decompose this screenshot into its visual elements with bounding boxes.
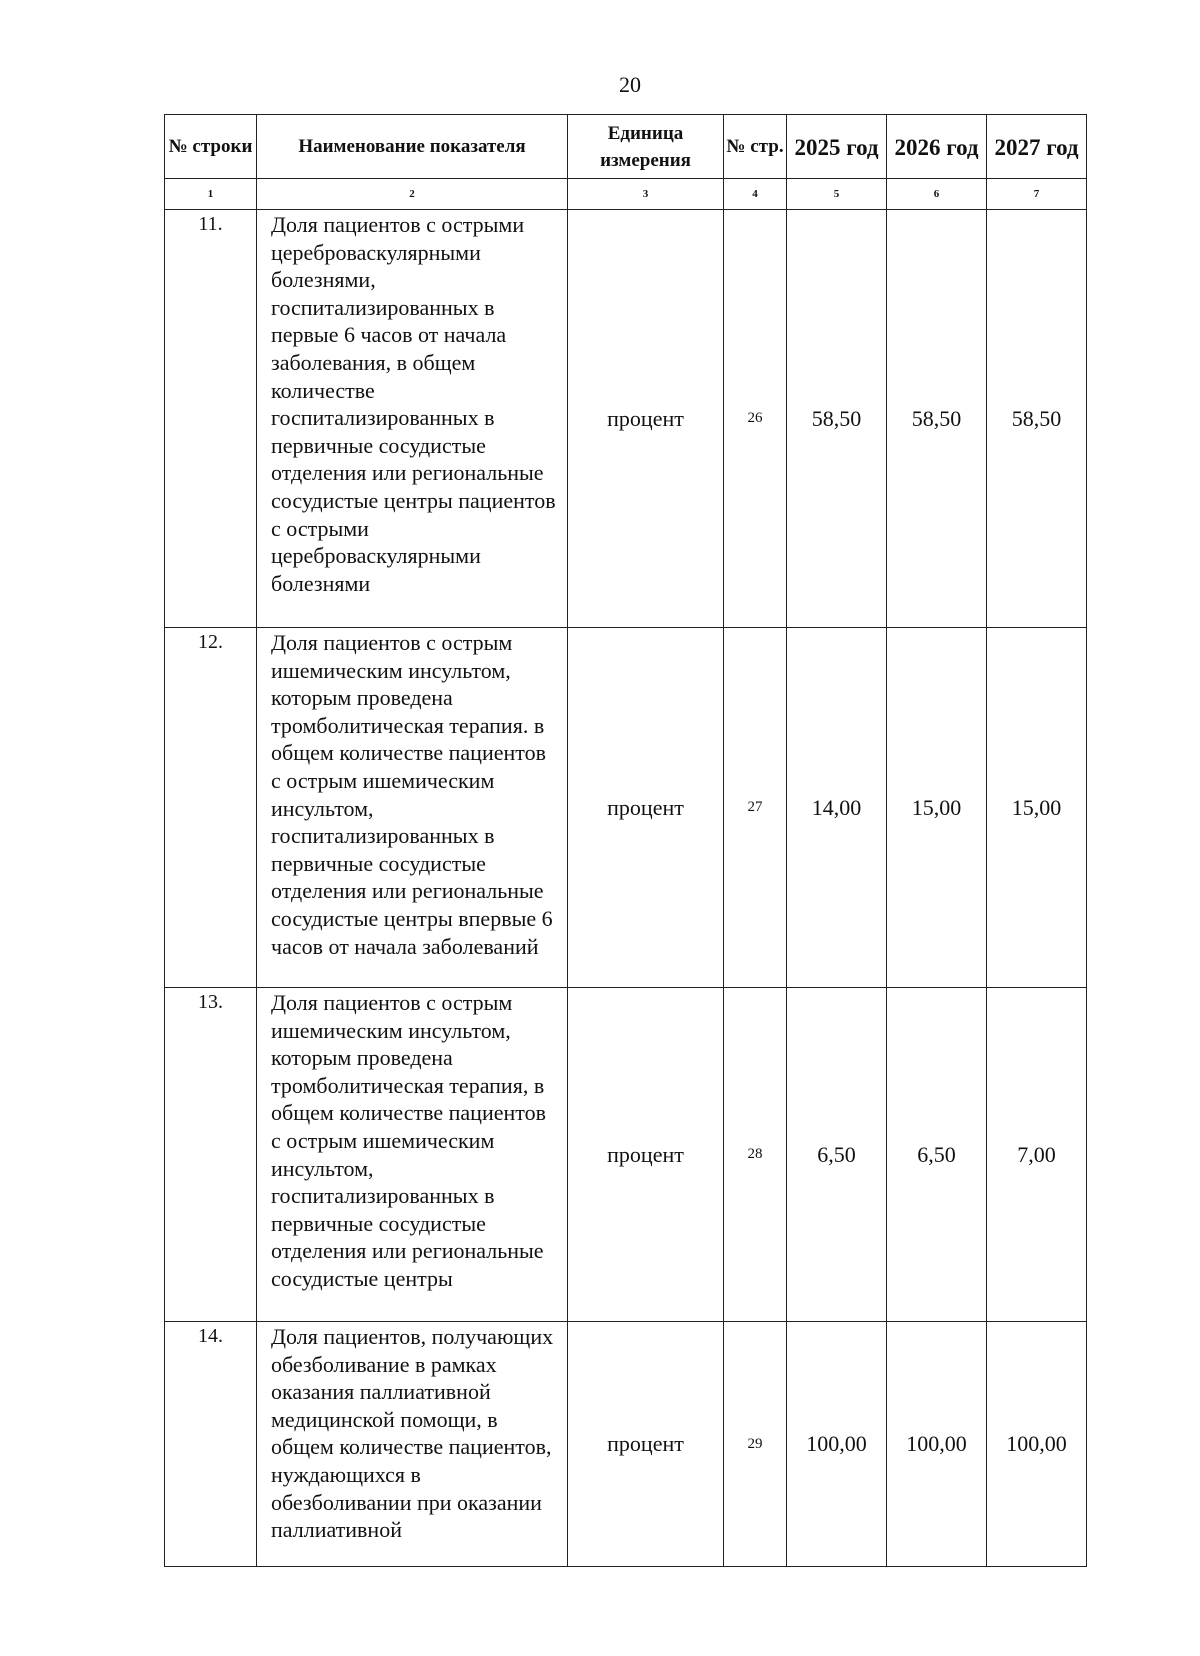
- page-ref-cell: 27: [724, 628, 787, 988]
- indicator-name: Доля пациентов с острым ишемическим инсультом, которым проведена тромболитическая терапия, в общем количестве пациентов с острым ишемическим инсультом, госпитализированных в первичные сосудистые отделения или региональные сосудистые центры: [257, 988, 568, 1322]
- row-number: 14.: [165, 1322, 257, 1567]
- column-number: 2: [257, 179, 568, 210]
- value-2025: 100,00: [787, 1322, 887, 1567]
- value-2027: 100,00: [987, 1322, 1087, 1567]
- table-row: [165, 628, 1087, 988]
- indicator-name: Доля пациентов с острыми цереброваскулярными болезнями, госпитализированных в первые 6 часов от начала заболевания, в общем количестве госпитализированных в первичные сосудистые отделения или региональные сосудистые центры пациентов с острыми цереброваскулярными болезнями: [257, 210, 568, 628]
- column-number: 6: [887, 179, 987, 210]
- column-number: 1: [165, 179, 257, 210]
- value-2026: 58,50: [887, 210, 987, 628]
- value-2025: 6,50: [787, 988, 887, 1322]
- header-year-2026: 2026 год: [887, 115, 987, 179]
- table-row: [165, 1322, 1087, 1567]
- value-2026: 100,00: [887, 1322, 987, 1567]
- indicator-name: Доля пациентов с острым ишемическим инсультом, которым проведена тромболитическая терапия. в общем количестве пациентов с острым ишемическим инсультом, госпитализированных в первичные сосудистые отделения или региональные сосудистые центры впервые 6 часов от начала заболеваний: [257, 628, 568, 988]
- row-number: 11.: [165, 210, 257, 628]
- value-2025: 58,50: [787, 210, 887, 628]
- indicators-table: [164, 114, 1087, 1567]
- column-number: 7: [987, 179, 1087, 210]
- column-number-row: [165, 179, 1087, 210]
- column-number: 5: [787, 179, 887, 210]
- table-row: [165, 210, 1087, 628]
- page-number: 20: [619, 72, 641, 97]
- header-year-2027: 2027 год: [987, 115, 1087, 179]
- header-page-number: № стр.: [724, 115, 787, 179]
- indicator-name: Доля пациентов, получающих обезболивание в рамках оказания паллиативной медицинской помощи, в общем количестве пациентов, нуждающихся в обезболивании при оказании паллиативной: [257, 1322, 568, 1567]
- row-number: 12.: [165, 628, 257, 988]
- header-unit: Единица измерения: [568, 115, 724, 179]
- unit-cell: процент: [568, 988, 724, 1322]
- page-ref-cell: 26: [724, 210, 787, 628]
- unit-cell: процент: [568, 210, 724, 628]
- table-row: [165, 988, 1087, 1322]
- value-2027: 58,50: [987, 210, 1087, 628]
- unit-cell: процент: [568, 1322, 724, 1567]
- value-2026: 15,00: [887, 628, 987, 988]
- value-2026: 6,50: [887, 988, 987, 1322]
- table-header-row: [165, 115, 1087, 179]
- page-ref-cell: 29: [724, 1322, 787, 1567]
- value-2025: 14,00: [787, 628, 887, 988]
- header-row-number: № строки: [165, 115, 257, 179]
- page-ref-cell: 28: [724, 988, 787, 1322]
- row-number: 13.: [165, 988, 257, 1322]
- unit-cell: процент: [568, 628, 724, 988]
- value-2027: 15,00: [987, 628, 1087, 988]
- header-year-2025: 2025 год: [787, 115, 887, 179]
- value-2027: 7,00: [987, 988, 1087, 1322]
- column-number: 4: [724, 179, 787, 210]
- column-number: 3: [568, 179, 724, 210]
- header-indicator-name: Наименование показателя: [257, 115, 568, 179]
